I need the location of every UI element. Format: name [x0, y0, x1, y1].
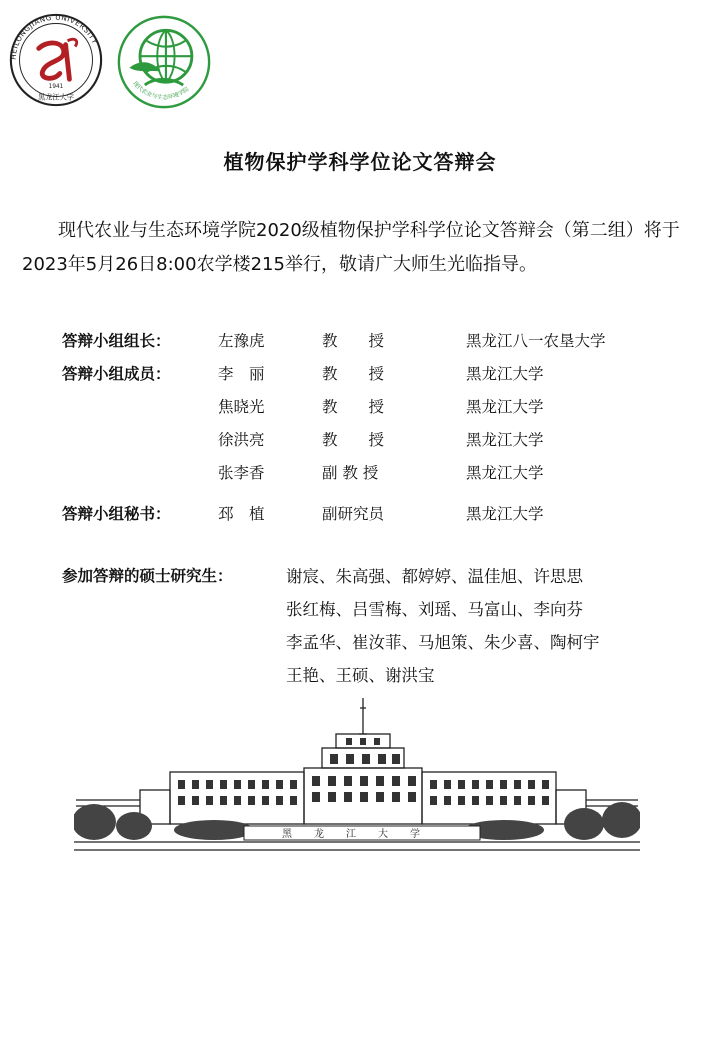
hlju-bottom-text: 黑龙江大学: [38, 92, 74, 102]
member-unit: 黑龙江大学: [466, 431, 544, 449]
member-title: 教 授: [322, 365, 385, 383]
hlju-year: 1941: [48, 83, 64, 90]
member-unit: 黑龙江大学: [466, 398, 544, 416]
member-name: 焦晓光: [218, 398, 265, 416]
member-name: 左豫虎: [218, 332, 265, 350]
college-logo: [116, 14, 212, 110]
page-title: 植物保护学科学位论文答辩会: [223, 150, 497, 174]
secretary-unit: 黑龙江大学: [466, 505, 544, 523]
hlju-ring-text: HEILONGJIANG UNIVERSITY: [8, 12, 100, 61]
committee-row: [0, 395, 720, 419]
secretary-row: [0, 502, 720, 526]
committee-row: [0, 461, 720, 485]
member-name: 李 丽: [218, 365, 265, 383]
building-sign: 黑龙江大学: [282, 829, 442, 840]
svg-text:HEILONGJIANG UNIVERSITY: [9, 13, 100, 61]
committee-row: [0, 329, 720, 353]
member-name: 徐洪亮: [218, 431, 265, 449]
committee-row: [0, 428, 720, 452]
students-line: 谢宸、朱高强、都婷婷、温佳旭、许思思: [286, 567, 583, 586]
committee-role: 答辩小组组长：: [62, 332, 171, 350]
committee-role: 答辩小组成员：: [62, 365, 171, 383]
header-logos: [8, 12, 228, 112]
member-title: 教 授: [322, 332, 385, 350]
students-line: 张红梅、吕雪梅、刘瑶、马富山、李向芬: [286, 600, 583, 619]
students-label: 参加答辩的硕士研究生：: [62, 567, 233, 585]
secretary-role: 答辩小组秘书：: [62, 505, 171, 523]
secretary-name: 邳 植: [218, 505, 265, 523]
member-unit: 黑龙江大学: [466, 464, 544, 482]
member-title: 副 教 授: [322, 464, 379, 482]
intro-paragraph: 现代农业与生态环境学院2020级植物保护学科学位论文答辩会（第二组）将于2023年5月26日8:00农学楼215举行，敬请广大师生光临指导。: [22, 220, 680, 275]
college-ring-text: 现代农业与生态环境学院: [131, 80, 191, 102]
main-building-sketch: [74, 694, 640, 870]
students-line: 王艳、王硕、谢洪宝: [286, 666, 435, 685]
secretary-title: 副研究员: [322, 505, 385, 523]
member-unit: 黑龙江大学: [466, 365, 544, 383]
member-name: 张李香: [218, 464, 265, 482]
students-list: [286, 560, 600, 692]
member-title: 教 授: [322, 431, 385, 449]
committee-row: [0, 362, 720, 386]
heilongjiang-university-logo: [8, 12, 104, 108]
students-line: 李孟华、崔汝菲、马旭策、朱少喜、陶柯宇: [286, 633, 600, 652]
member-title: 教 授: [322, 398, 385, 416]
member-unit: 黑龙江八一农垦大学: [466, 332, 606, 350]
